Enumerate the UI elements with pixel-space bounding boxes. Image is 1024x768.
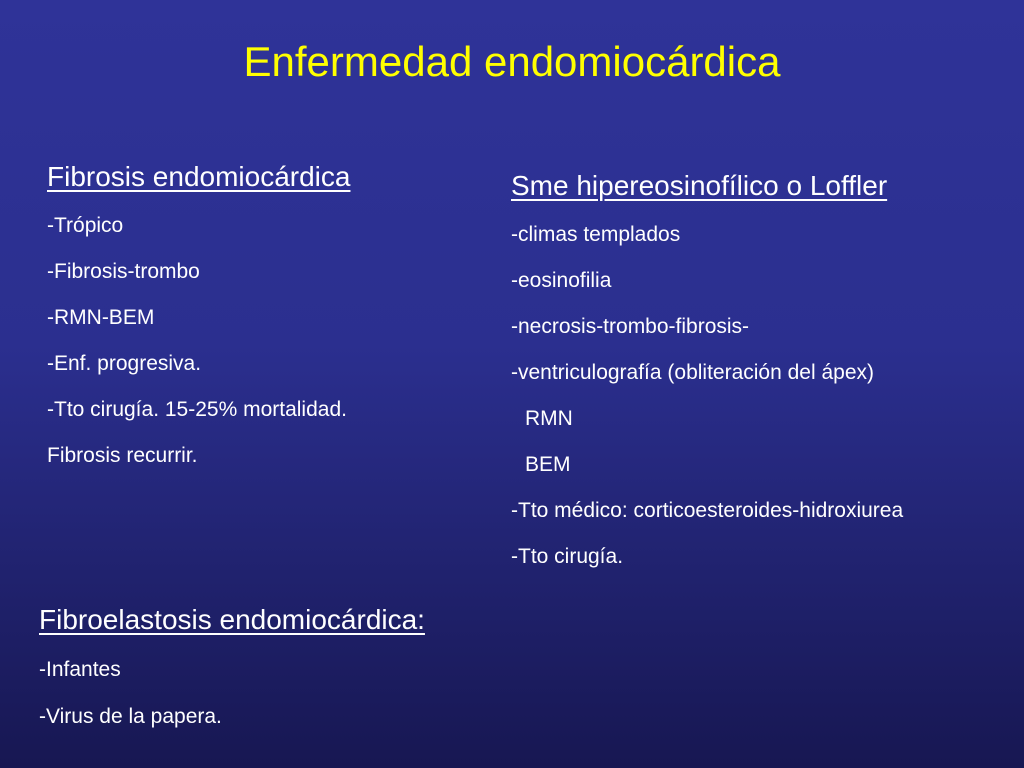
sme-section (511, 168, 991, 572)
sme-item-tto-cirugia: -Tto cirugía. (511, 545, 624, 568)
fibroelastosis-section (39, 602, 539, 732)
sme-item-rmn: RMN (525, 407, 573, 430)
fibrosis-item-recurrir: Fibrosis recurrir. (47, 444, 198, 467)
sme-item-eosinofilia: -eosinofilia (511, 269, 612, 292)
sme-item-tto-medico: -Tto médico: corticoesteroides-hidroxiurea (511, 499, 904, 522)
sme-item-bem: BEM (525, 453, 571, 476)
fibrosis-item-tto-cirugia: -Tto cirugía. 15-25% mortalidad. (47, 398, 347, 421)
fibroelastosis-item-virus-papera: -Virus de la papera. (39, 705, 222, 728)
fibroelastosis-item-infantes: -Infantes (39, 658, 121, 681)
sme-item-climas-templados: -climas templados (511, 223, 681, 246)
sme-item-ventriculografia: -ventriculografía (obliteración del ápex) (511, 361, 875, 384)
sme-item-necrosis-trombo-fibrosis: -necrosis-trombo-fibrosis- (511, 315, 750, 338)
fibrosis-item-rmn-bem: -RMN-BEM (47, 306, 155, 329)
fibrosis-item-fibrosis-trombo: -Fibrosis-trombo (47, 260, 200, 283)
sme-heading: Sme hipereosinofílico o Loffler (511, 170, 888, 201)
slide-title: Enfermedad endomiocárdica (243, 38, 781, 85)
fibrosis-section (47, 159, 477, 471)
fibrosis-item-tropico: -Trópico (47, 214, 124, 237)
fibrosis-heading: Fibrosis endomiocárdica (47, 161, 351, 192)
fibrosis-item-enf-progresiva: -Enf. progresiva. (47, 352, 202, 375)
fibroelastosis-heading: Fibroelastosis endomiocárdica: (39, 604, 425, 635)
